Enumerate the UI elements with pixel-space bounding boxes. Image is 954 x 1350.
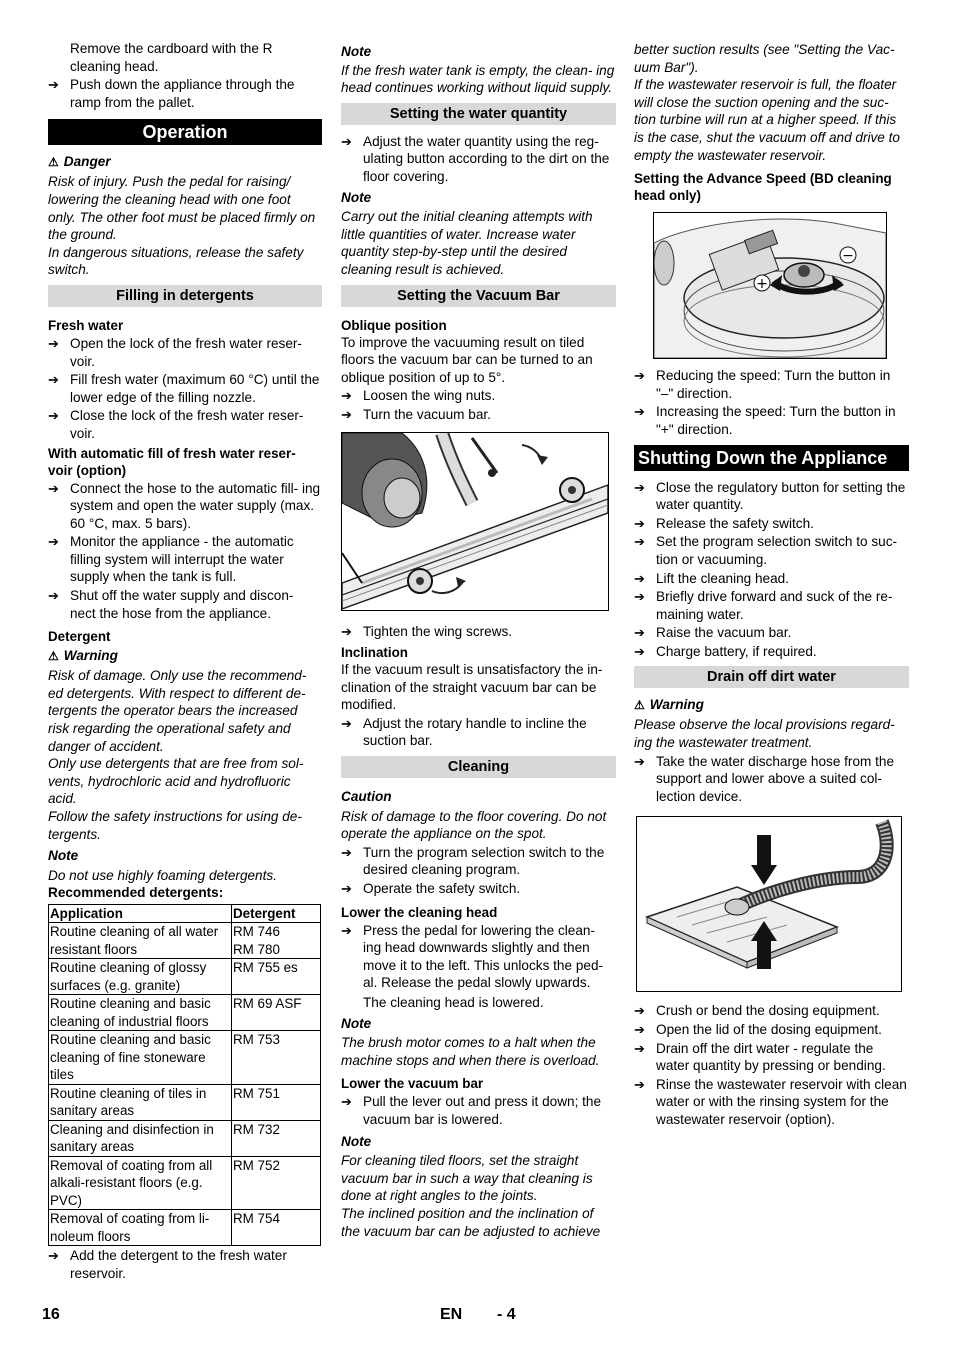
sub-page-number: - 4	[497, 1306, 516, 1323]
arrow-icon: ➔	[634, 479, 645, 495]
list-item: ➔ Tighten the wing screws.	[341, 623, 513, 639]
note-label: Note	[341, 44, 372, 59]
arrow-icon: ➔	[48, 1248, 59, 1264]
list-item: ➔ Press the pedal for lowering the clean- ing head downwards slightly and then move it to the left. This unlocks the ped- al. Release the pedal slowly upwards.	[341, 922, 604, 991]
list-item: ➔ Loosen the wing nuts.	[341, 388, 496, 404]
caution-label: Caution	[341, 789, 392, 805]
list-item: ➔ Reducing the speed: Turn the button in "–" direction.	[634, 368, 891, 401]
warning-text: Follow the safety instructions for using de- tergents.	[48, 809, 302, 842]
arrow-icon: ➔	[634, 753, 645, 769]
note-label: Note	[341, 1015, 372, 1031]
arrow-icon: ➔	[48, 372, 59, 388]
table-row: Cleaning and disinfection in sanitary areas RM 732	[49, 1120, 321, 1156]
table-header: Detergent	[232, 904, 321, 923]
lower-head-result: The cleaning head is lowered.	[363, 995, 544, 1010]
arrow-icon: ➔	[48, 408, 59, 424]
minus-label: −	[842, 248, 854, 265]
list-item: ➔ Pull the lever out and press it down; the vacuum bar is lowered.	[341, 1094, 602, 1127]
arrow-icon: ➔	[341, 388, 352, 404]
list-item: ➔ Open the lock of the fresh water reser- voir.	[48, 335, 302, 369]
list-item: ➔ Adjust the water quantity using the reg- ulating button according to the dirt on the floor covering.	[341, 133, 610, 184]
arrow-icon: ➔	[634, 515, 645, 531]
note-text: Do not use highly foaming detergents.	[48, 867, 277, 883]
list-item: ➔ Open the lid of the dosing equipment.	[634, 1022, 882, 1038]
section-heading-cleaning: Cleaning	[341, 756, 616, 778]
inclination-text: If the vacuum result is unsatisfactory the in- clination of the straight vacuum bar can be modified.	[341, 662, 603, 713]
note-text: Carry out the initial cleaning attempts with little quantities of water. Increase water quantity step-by-step until the desired cleaning result is achieved.	[341, 209, 593, 277]
arrow-icon: ➔	[341, 406, 352, 422]
floater-text: If the wastewater reservoir is full, the floater will close the suction opening and the suc- tion turbine will run at a higher speed. If this is the case, shut the vacuum off and drive to empty the wastewater reservoir.	[634, 77, 900, 163]
table-row: Routine cleaning of tiles in sanitary areas RM 751	[49, 1084, 321, 1120]
advance-speed-illustration	[654, 213, 886, 358]
arrow-icon: ➔	[48, 588, 59, 604]
inclination-title: Inclination	[341, 645, 408, 661]
table-row: Routine cleaning of all water resistant floors RM 746 RM 780	[49, 923, 321, 959]
intro-line: Remove the cardboard with the R cleaning head.	[70, 41, 273, 74]
arrow-icon: ➔	[634, 368, 645, 384]
oblique-title: Oblique position	[341, 317, 447, 333]
arrow-icon: ➔	[341, 922, 352, 938]
list-item: ➔ Operate the safety switch.	[341, 881, 521, 897]
list-item: ➔ Crush or bend the dosing equipment.	[634, 1003, 880, 1019]
arrow-icon: ➔	[48, 534, 59, 550]
fresh-water-title: Fresh water	[48, 317, 124, 333]
section-heading-shutdown: Shutting Down the Appliance	[634, 445, 909, 471]
danger-text: Risk of injury. Push the pedal for raising/ lowering the cleaning head with one foot only. The other foot must be placed firmly on the ground.	[48, 174, 316, 243]
detergent-title: Detergent	[48, 629, 111, 645]
caution-text: Risk of damage to the floor covering. Do not operate the appliance on the spot.	[341, 808, 607, 842]
list-item: ➔ Add the detergent to the fresh water reservoir.	[48, 1248, 287, 1282]
section-heading-operation: Operation	[48, 119, 322, 145]
list-item: ➔ Connect the hose to the automatic fill- ing system and open the water supply (max. 60 °C, max. 5 bars).	[48, 480, 321, 531]
page-number: 16	[42, 1306, 60, 1323]
advance-speed-figure	[653, 212, 887, 359]
table-row: Routine cleaning and basic cleaning of industrial floors RM 69 ASF	[49, 995, 321, 1031]
section-heading-filling: Filling in detergents	[48, 285, 322, 307]
warning-text: Only use detergents that are free from sol- vents, hydrochloric acid and hydrofluoric acid.	[48, 756, 304, 807]
list-item: ➔ Adjust the rotary handle to incline the suction bar.	[341, 715, 587, 749]
warning-label: ⚠ Warning	[48, 648, 118, 664]
arrow-icon: ➔	[341, 715, 352, 731]
arrow-icon: ➔	[634, 534, 645, 550]
list-item: ➔ Drain off the dirt water - regulate the water quantity by pressing or bending.	[634, 1040, 886, 1074]
list-item: ➔ Briefly drive forward and suck of the re- maining water.	[634, 589, 893, 622]
note-text: For cleaning tiled floors, set the straight vacuum bar in such a way that cleaning is done at right angles to the joints.	[341, 1153, 593, 1204]
list-item: ➔ Set the program selection switch to suc- tion or vacuuming.	[634, 534, 898, 567]
section-heading-vacuum-bar: Setting the Vacuum Bar	[341, 285, 616, 307]
arrow-icon: ➔	[634, 1076, 645, 1092]
note-label: Note	[48, 848, 79, 864]
table-header-row	[49, 904, 321, 923]
advance-speed-title: Setting the Advance Speed (BD cleaning head only)	[634, 171, 892, 204]
recommended-title: Recommended detergents:	[48, 885, 224, 901]
list-item: ➔ Shut off the water supply and discon- nect the hose from the appliance.	[48, 588, 294, 621]
list-item: ➔ Monitor the appliance - the automatic filling system will interrupt the water supply when the tank is full.	[48, 534, 294, 585]
danger-text-2: In dangerous situations, release the safety switch.	[48, 244, 304, 278]
lower-bar-title: Lower the vacuum bar	[341, 1076, 484, 1092]
table-header: Application	[49, 904, 232, 923]
note-text: The inclined position and the inclination of the vacuum bar can be adjusted to achieve	[341, 1205, 601, 1239]
note-text: If the fresh water tank is empty, the clean- ing head continues working without liquid supply.	[341, 62, 615, 96]
list-item: ➔ Push down the appliance through the ramp from the pallet.	[48, 77, 295, 110]
vacuum-bar-figure	[341, 432, 609, 611]
arrow-icon: ➔	[634, 404, 645, 420]
detergent-table	[48, 904, 321, 1247]
column-middle	[341, 40, 616, 1240]
list-item: ➔ Take the water discharge hose from the support and lower above a suited col- lection device.	[634, 753, 895, 804]
table-row: Routine cleaning and basic cleaning of fine stoneware tiles RM 753	[49, 1031, 321, 1085]
arrow-icon: ➔	[341, 1094, 352, 1110]
arrow-icon: ➔	[634, 1022, 645, 1038]
warning-triangle-icon: ⚠	[48, 155, 59, 170]
plus-label: +	[756, 276, 768, 293]
danger-label: ⚠ Danger	[48, 154, 111, 170]
arrow-icon: ➔	[341, 133, 352, 149]
arrow-icon: ➔	[634, 1003, 645, 1019]
table-row: Removal of coating from all alkali-resistant floors (e.g. PVC) RM 752	[49, 1156, 321, 1210]
list-item: ➔ Close the regulatory button for setting the water quantity.	[634, 479, 906, 513]
arrow-icon: ➔	[341, 881, 352, 897]
arrow-icon: ➔	[634, 625, 645, 641]
arrow-icon: ➔	[634, 570, 645, 586]
table-row: Routine cleaning of glossy surfaces (e.g. granite) RM 755 es	[49, 959, 321, 995]
list-item: ➔ Fill fresh water (maximum 60 °C) until the lower edge of the filling nozzle.	[48, 372, 320, 405]
warning-triangle-icon: ⚠	[634, 698, 645, 713]
list-item: ➔ Charge battery, if required.	[634, 643, 817, 659]
list-item: ➔ Rinse the wastewater reservoir with clean water or with the rinsing system for the wastewater reservoir (option).	[634, 1076, 907, 1127]
arrow-icon: ➔	[634, 1040, 645, 1056]
warning-label: ⚠ Warning	[634, 697, 704, 713]
arrow-icon: ➔	[48, 77, 59, 93]
arrow-icon: ➔	[634, 643, 645, 659]
note-label: Note	[341, 189, 372, 205]
arrow-icon: ➔	[341, 844, 352, 860]
drain-figure	[636, 816, 902, 992]
language-code: EN	[440, 1306, 463, 1323]
list-item: ➔ Turn the vacuum bar.	[341, 406, 491, 422]
column-left	[48, 40, 322, 1284]
arrow-icon: ➔	[634, 589, 645, 605]
warning-text: Risk of damage. Only use the recommend- ed detergents. With respect to different de- tergents the operator bears the increased risk regarding the operational safety and danger of accident.	[48, 668, 307, 754]
section-heading-drain: Drain off dirt water	[634, 666, 909, 688]
list-item: ➔ Turn the program selection switch to the desired cleaning program.	[341, 844, 605, 878]
list-item: ➔ Raise the vacuum bar.	[634, 625, 792, 641]
note-label: Note	[341, 1133, 372, 1149]
table-row: Removal of coating from li- noleum floors RM 754	[49, 1210, 321, 1246]
warning-text: Please observe the local provisions regard- ing the wastewater treatment.	[634, 717, 895, 751]
list-item: ➔ Close the lock of the fresh water reser- voir.	[48, 408, 304, 441]
autofill-title: With automatic fill of fresh water reser- voir (option)	[48, 445, 296, 478]
warning-triangle-icon: ⚠	[48, 649, 59, 664]
list-item: ➔ Release the safety switch.	[634, 515, 814, 531]
oblique-text: To improve the vacuuming result on tiled floors the vacuum bar can be turned to an oblique position of up to 5°.	[341, 334, 593, 385]
continued-text: better suction results (see "Setting the Vac- uum Bar").	[634, 42, 895, 75]
list-item: ➔ Lift the cleaning head.	[634, 570, 790, 586]
arrow-icon: ➔	[48, 335, 59, 351]
column-right	[634, 40, 909, 1130]
note-text: The brush motor comes to a halt when the machine stops and when there is overload.	[341, 1035, 600, 1068]
section-heading-water-quantity: Setting the water quantity	[341, 103, 616, 125]
drain-hose-illustration	[637, 817, 901, 991]
arrow-icon: ➔	[341, 623, 352, 639]
list-item: ➔ Increasing the speed: Turn the button in "+" direction.	[634, 404, 896, 437]
arrow-icon: ➔	[48, 480, 59, 496]
vacuum-bar-illustration	[342, 433, 608, 610]
lower-head-title: Lower the cleaning head	[341, 904, 498, 920]
